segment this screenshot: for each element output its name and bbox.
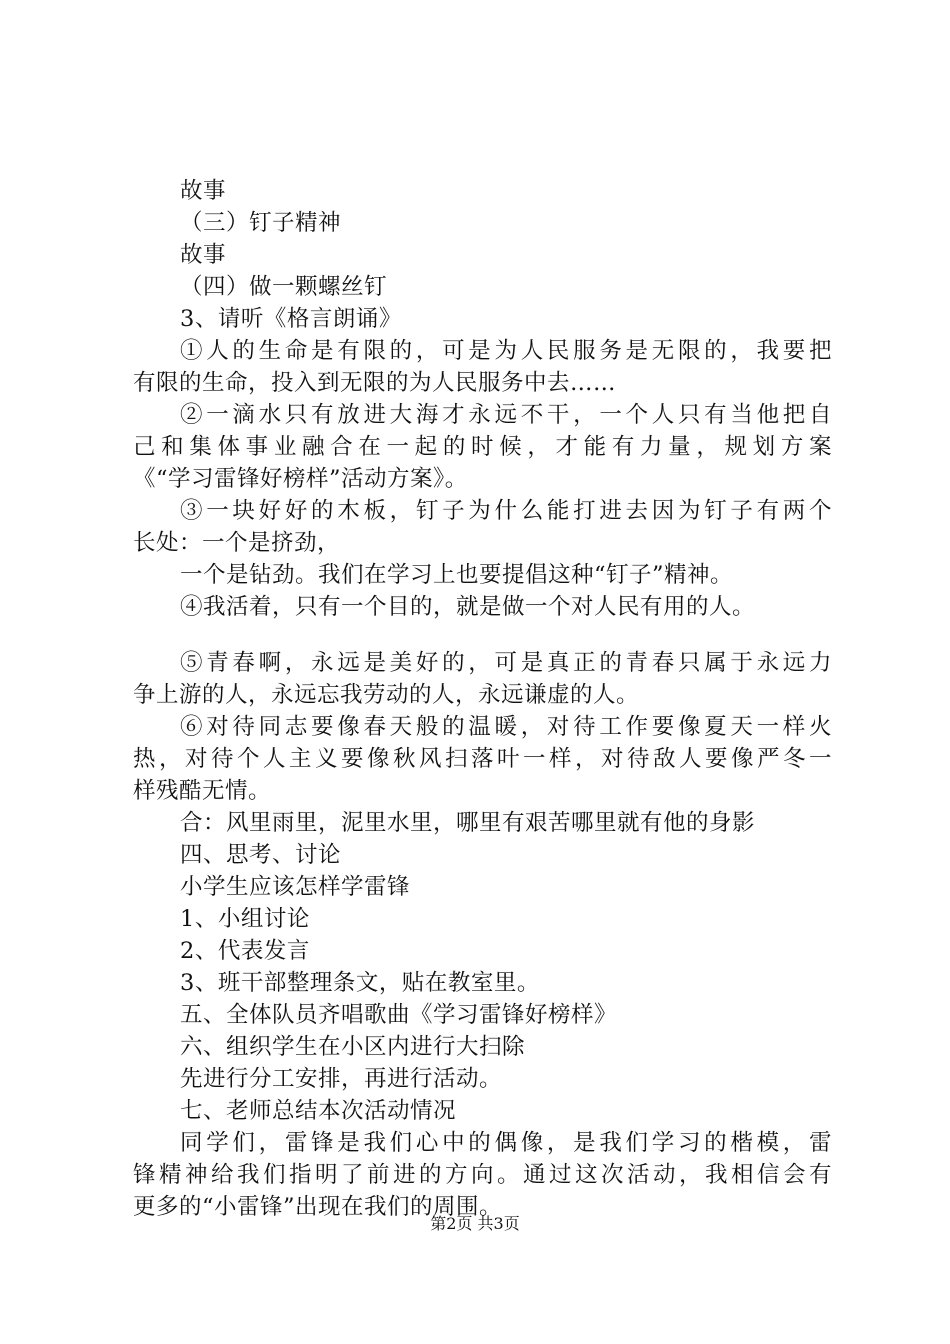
text-line: 四、思考、讨论 bbox=[180, 842, 342, 868]
text-line: 锋精神给我们指明了前进的方向。通过这次活动，我相信会有 bbox=[133, 1162, 832, 1188]
text-line: ②一滴水只有放进大海才永远不干，一个人只有当他把自 bbox=[180, 402, 832, 428]
text-line: 故事 bbox=[180, 242, 227, 268]
text-line: 同学们，雷锋是我们心中的偶像，是我们学习的楷模，雷 bbox=[180, 1130, 832, 1156]
text-line: 长处：一个是挤劲， bbox=[133, 530, 341, 556]
text-line: 3、班干部整理条文，贴在教室里。 bbox=[180, 970, 540, 996]
text-line: 样残酷无情。 bbox=[133, 778, 272, 804]
text-line: 一个是钻劲。我们在学习上也要提倡这种“钉子”精神。 bbox=[180, 562, 734, 588]
text-line: 故事 bbox=[180, 178, 227, 204]
text-line: 更多的“小雷锋”出现在我们的周围。 bbox=[133, 1194, 503, 1220]
text-line: 2、代表发言 bbox=[180, 938, 310, 964]
text-line: 3、请听《格言朗诵》 bbox=[180, 306, 402, 332]
text-line: 1、小组讨论 bbox=[180, 906, 310, 932]
text-line: 合：风里雨里，泥里水里，哪里有艰苦哪里就有他的身影 bbox=[180, 810, 756, 836]
text-line: ④我活着，只有一个目的，就是做一个对人民有用的人。 bbox=[180, 594, 756, 620]
page-number-footer: 第2页 共3页 bbox=[430, 1214, 520, 1233]
text-line: ③一块好好的木板，钉子为什么能打进去因为钉子有两个 bbox=[180, 498, 832, 524]
text-line: （四）做一颗螺丝钉 bbox=[180, 274, 388, 300]
text-line: 先进行分工安排，再进行活动。 bbox=[180, 1066, 503, 1092]
text-line: 《“学习雷锋好榜样”活动方案》。 bbox=[133, 466, 468, 492]
text-line: 小学生应该怎样学雷锋 bbox=[180, 874, 411, 900]
text-line: 热，对待个人主义要像秋风扫落叶一样，对待敌人要像严冬一 bbox=[133, 746, 832, 772]
text-line: 五、全体队员齐唱歌曲《学习雷锋好榜样》 bbox=[180, 1002, 618, 1028]
text-line: 己和集体事业融合在一起的时候，才能有力量，规划方案 bbox=[133, 434, 832, 460]
text-line: ⑥对待同志要像春天般的温暖，对待工作要像夏天一样火 bbox=[180, 714, 832, 740]
text-line: ⑤青春啊，永远是美好的，可是真正的青春只属于永远力 bbox=[180, 650, 832, 676]
text-line: 六、组织学生在小区内进行大扫除 bbox=[180, 1034, 526, 1060]
text-line: ①人的生命是有限的，可是为人民服务是无限的，我要把 bbox=[180, 338, 832, 364]
text-line: 争上游的人，永远忘我劳动的人，永远谦虚的人。 bbox=[133, 682, 640, 708]
text-line: 七、老师总结本次活动情况 bbox=[180, 1098, 457, 1124]
text-line: 有限的生命，投入到无限的为人民服务中去…… bbox=[133, 370, 617, 396]
text-line: （三）钉子精神 bbox=[180, 210, 342, 236]
